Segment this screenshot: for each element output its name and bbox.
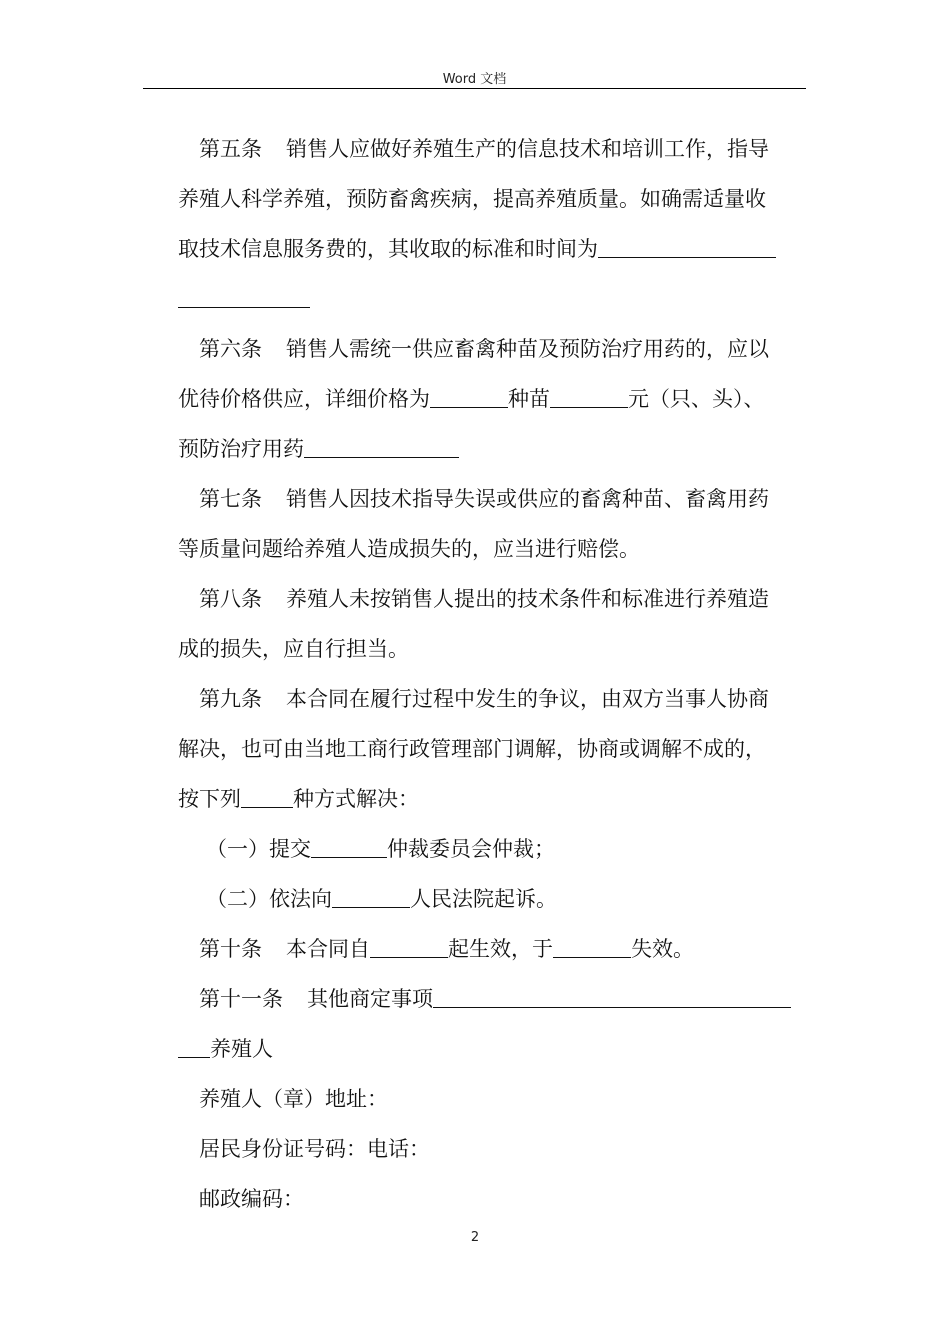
- article-9-line-2: 解决，也可由当地工商行政管理部门调解，协商或调解不成的，: [178, 737, 766, 761]
- blank-underline: [178, 1031, 210, 1058]
- article-text: 本合同在履行过程中发生的争议，由双方当事人协商: [286, 687, 769, 711]
- article-text: 按下列: [178, 787, 241, 811]
- article-text: 养殖人未按销售人提出的技术条件和标准进行养殖造: [286, 587, 769, 611]
- header-rule: [143, 88, 806, 89]
- article-text: 预防治疗用药: [178, 437, 304, 461]
- blank-underline: [332, 881, 410, 908]
- article-number: 第十一条: [199, 987, 283, 1011]
- article-6-line-1: [178, 329, 769, 369]
- article-text: 优待价格供应，详细价格为: [178, 387, 430, 411]
- article-text: 种苗: [508, 387, 550, 411]
- article-text: 种方式解决：: [293, 787, 419, 811]
- article-text: （一）提交: [206, 837, 311, 861]
- blank-underline: [550, 381, 628, 408]
- article-number: 第五条: [199, 137, 262, 161]
- article-text: 销售人应做好养殖生产的信息技术和培训工作，指导: [286, 137, 769, 161]
- article-text: 销售人需统一供应畜禽种苗及预防治疗用药的，应以: [286, 337, 769, 361]
- article-text: 人民法院起诉。: [410, 887, 557, 911]
- blank-underline: [553, 931, 631, 958]
- article-9-line-3: [178, 779, 419, 819]
- article-5-line-3: [178, 229, 776, 269]
- article-text: 本合同自: [286, 937, 370, 961]
- article-5-line-2: 养殖人科学养殖，预防畜禽疾病，提高养殖质量。如确需适量收: [178, 187, 766, 211]
- article-6-line-3: [178, 429, 459, 469]
- article-5-line-4: [178, 279, 310, 319]
- article-text: 销售人因技术指导失误或供应的畜禽种苗、畜禽用药: [286, 487, 769, 511]
- blank-underline: [598, 231, 776, 258]
- page-number: 2: [470, 1230, 480, 1245]
- article-text: 仲裁委员会仲裁；: [387, 837, 555, 861]
- article-11-line-2: [178, 1029, 273, 1069]
- article-number: 第六条: [199, 337, 262, 361]
- article-number: 第八条: [199, 587, 262, 611]
- article-11-line-1: [178, 979, 791, 1019]
- article-5-line-1: [178, 129, 769, 169]
- article-10-line-1: [178, 929, 694, 969]
- blank-underline: [430, 381, 508, 408]
- blank-underline: [178, 281, 310, 308]
- article-text: （二）依法向: [206, 887, 332, 911]
- article-text: 养殖人: [210, 1037, 273, 1061]
- article-9-line-1: [178, 679, 769, 719]
- article-number: 第七条: [199, 487, 262, 511]
- blank-underline: [370, 931, 448, 958]
- article-6-line-2: [178, 379, 765, 419]
- article-text: 其他商定事项: [307, 987, 433, 1011]
- article-7-line-2: 等质量问题给养殖人造成损失的，应当进行赔偿。: [178, 537, 640, 561]
- article-9-option-1: [178, 829, 555, 869]
- signature-postcode: 邮政编码：: [199, 1187, 304, 1211]
- article-number: 第十条: [199, 937, 262, 961]
- article-9-option-2: [178, 879, 557, 919]
- article-text: 取技术信息服务费的，其收取的标准和时间为: [178, 237, 598, 261]
- article-8-line-1: [178, 579, 769, 619]
- article-text: 起生效，于: [448, 937, 553, 961]
- signature-id-phone: 居民身份证号码：电话：: [199, 1137, 430, 1161]
- article-7-line-1: [178, 479, 769, 519]
- signature-seal-address: 养殖人（章）地址：: [199, 1087, 388, 1111]
- blank-underline: [311, 831, 387, 858]
- blank-underline: [241, 781, 293, 808]
- article-8-line-2: 成的损失，应自行担当。: [178, 637, 409, 661]
- article-text: 失效。: [631, 937, 694, 961]
- blank-underline: [304, 431, 459, 458]
- article-text: 元（只、头）、: [628, 387, 765, 411]
- blank-underline: [433, 981, 791, 1008]
- article-number: 第九条: [199, 687, 262, 711]
- page-header: Word 文档: [442, 72, 507, 87]
